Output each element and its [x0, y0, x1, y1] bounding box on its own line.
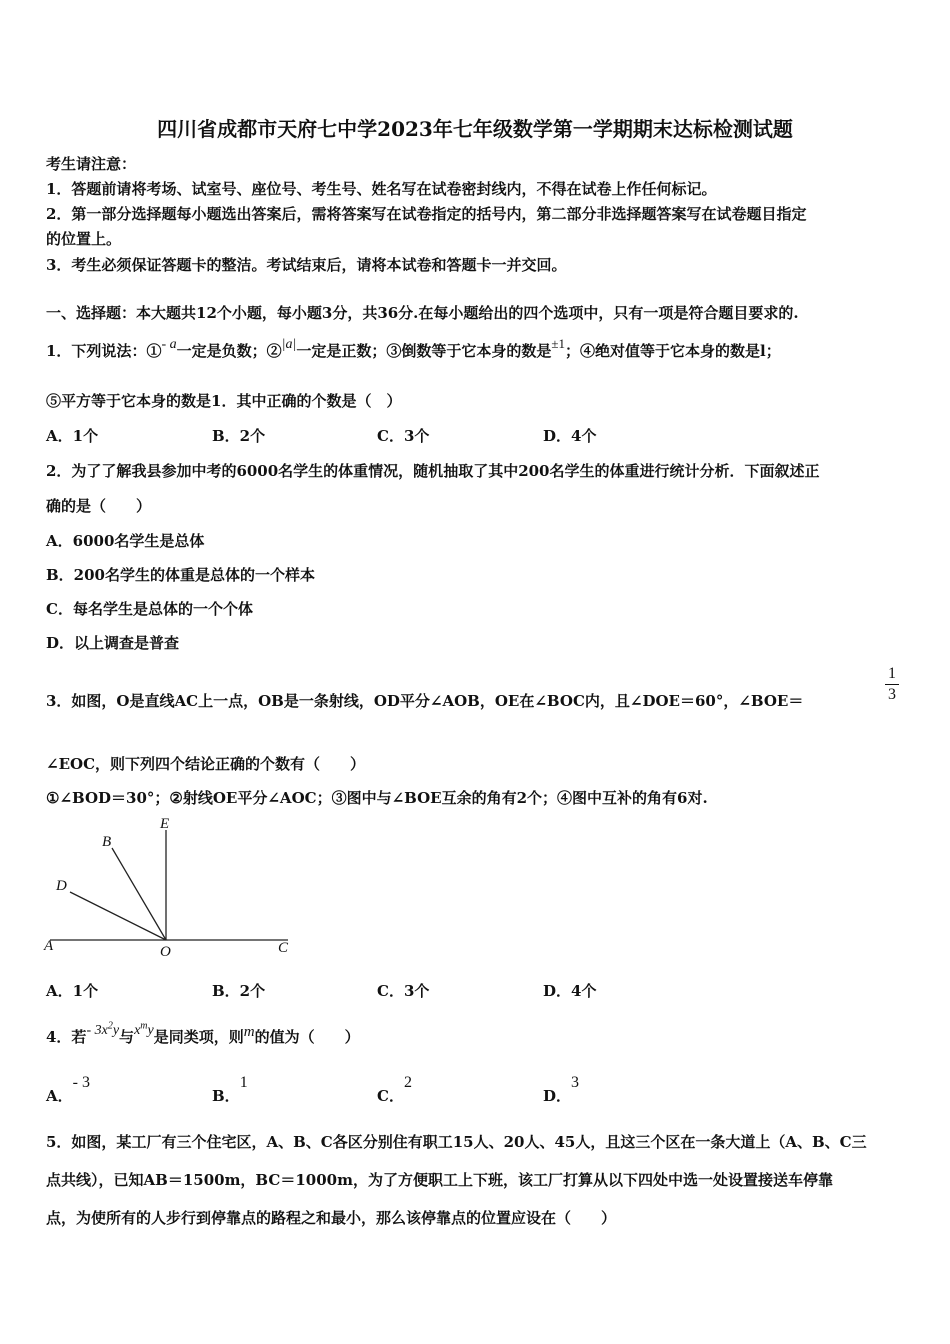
label-b: B [102, 834, 112, 850]
option-value: 1 [239, 1074, 248, 1091]
option-a[interactable]: A．- 3 [46, 1074, 90, 1105]
label-d: D [56, 878, 67, 894]
option-d[interactable]: D．4个 [543, 427, 597, 445]
math-var-m: m [243, 1024, 255, 1040]
notice-item: 的位置上。 [46, 230, 122, 248]
notice-item: 2．第一部分选择题每小题选出答案后，需将答案写在试卷指定的括号内，第二部分非选择题答案写在试卷题目指定 [46, 205, 807, 223]
fraction-numerator: 1 [888, 665, 896, 682]
question-1-line-1: 1．下列说法：①- a一定是负数；②|a|一定是正数；③倒数等于它本身的数是±1；④绝对值等于它本身的数是l； [46, 336, 781, 360]
question-5-line-2: 点共线），已知AB＝1500m，BC＝1000m，为了方便职工上下班，该工厂打算从以下四处中选一处设置接送车停靠 [46, 1171, 833, 1189]
question-3-line-2: ∠EOC，则下列四个结论正确的个数有（ ） [46, 755, 366, 773]
fraction-one-third [885, 664, 899, 705]
option-value: - 3 [72, 1074, 90, 1091]
question-5-line-3: 点，为使所有的人步行到停靠点的路程之和最小，那么该停靠点的位置应设在（ ） [46, 1209, 617, 1227]
option-a[interactable]: A．1个 [46, 982, 99, 1000]
question-3-line-1: 3．如图，O是直线AC上一点，OB是一条射线，OD平分∠AOB，OE在∠BOC内，且∠DOE＝60°，∠BOE＝ [46, 692, 804, 710]
question-3-line-3: ①∠BOD＝30°；②射线OE平分∠AOC；③图中与∠BOE互余的角有2个；④图中互补的角有6对. [46, 789, 708, 807]
math-term-2: $x^my$ [134, 1020, 154, 1038]
question-4-line: 4．若- $3x^2y$与$x^my$是同类项，则m的值为（ ） [46, 1020, 360, 1046]
angle-figure [40, 812, 300, 962]
option-d[interactable]: D．以上调查是普查 [46, 634, 180, 652]
math-plus-minus-1: ±1 [551, 336, 565, 351]
notice-heading: 考生请注意： [46, 155, 137, 173]
option-c[interactable]: C．3个 [377, 982, 430, 1000]
option-b[interactable]: B．2个 [212, 427, 266, 445]
page-title: 四川省成都市天府七中学2023年七年级数学第一学期期末达标检测试题 [157, 117, 793, 141]
option-value: 2 [403, 1074, 412, 1091]
notice-item: 3．考生必须保证答题卡的整洁。考试结束后，请将本试卷和答题卡一并交回。 [46, 256, 567, 274]
option-a[interactable]: A．1个 [46, 427, 99, 445]
question-2-line-1: 2．为了了解我县参加中考的6000名学生的体重情况，随机抽取了其中200名学生的体重进行统计分析．下面叙述正 [46, 462, 820, 480]
option-b[interactable]: B．1 [212, 1074, 248, 1105]
math-abs-a: |a| [281, 337, 297, 352]
option-b[interactable]: B．2个 [212, 982, 266, 1000]
option-d[interactable]: D．4个 [543, 982, 597, 1000]
label-c: C [278, 940, 289, 956]
option-c[interactable]: C．3个 [377, 427, 430, 445]
option-d[interactable]: D．3 [543, 1074, 580, 1105]
math-term-1: - $3x^2y$ [86, 1020, 120, 1038]
label-o: O [160, 944, 171, 960]
option-value: 3 [571, 1074, 580, 1091]
math-neg-a: - a [161, 337, 177, 352]
label-a: A [44, 938, 54, 954]
label-e: E [160, 816, 170, 832]
question-2-line-2: 确的是（ ） [46, 497, 152, 515]
fraction-denominator: 3 [885, 684, 899, 705]
option-b[interactable]: B．200名学生的体重是总体的一个样本 [46, 566, 315, 584]
option-a[interactable]: A．6000名学生是总体 [46, 532, 205, 550]
option-c[interactable]: C．2 [377, 1074, 412, 1105]
question-1-line-2: ⑤平方等于它本身的数是1．其中正确的个数是（ ） [46, 392, 402, 410]
notice-item: 1．答题前请将考场、试室号、座位号、考生号、姓名写在试卷密封线内，不得在试卷上作任何标记。 [46, 180, 717, 198]
question-5-line-1: 5．如图，某工厂有三个住宅区，A、B、C各区分别住有职工15人、20人、45人，且这三个区在一条大道上（A、B、C三 [46, 1133, 867, 1151]
option-c[interactable]: C．每名学生是总体的一个个体 [46, 600, 253, 618]
section-heading: 一、选择题：本大题共12个小题，每小题3分，共36分.在每小题给出的四个选项中，只有一项是符合题目要求的. [46, 304, 799, 322]
